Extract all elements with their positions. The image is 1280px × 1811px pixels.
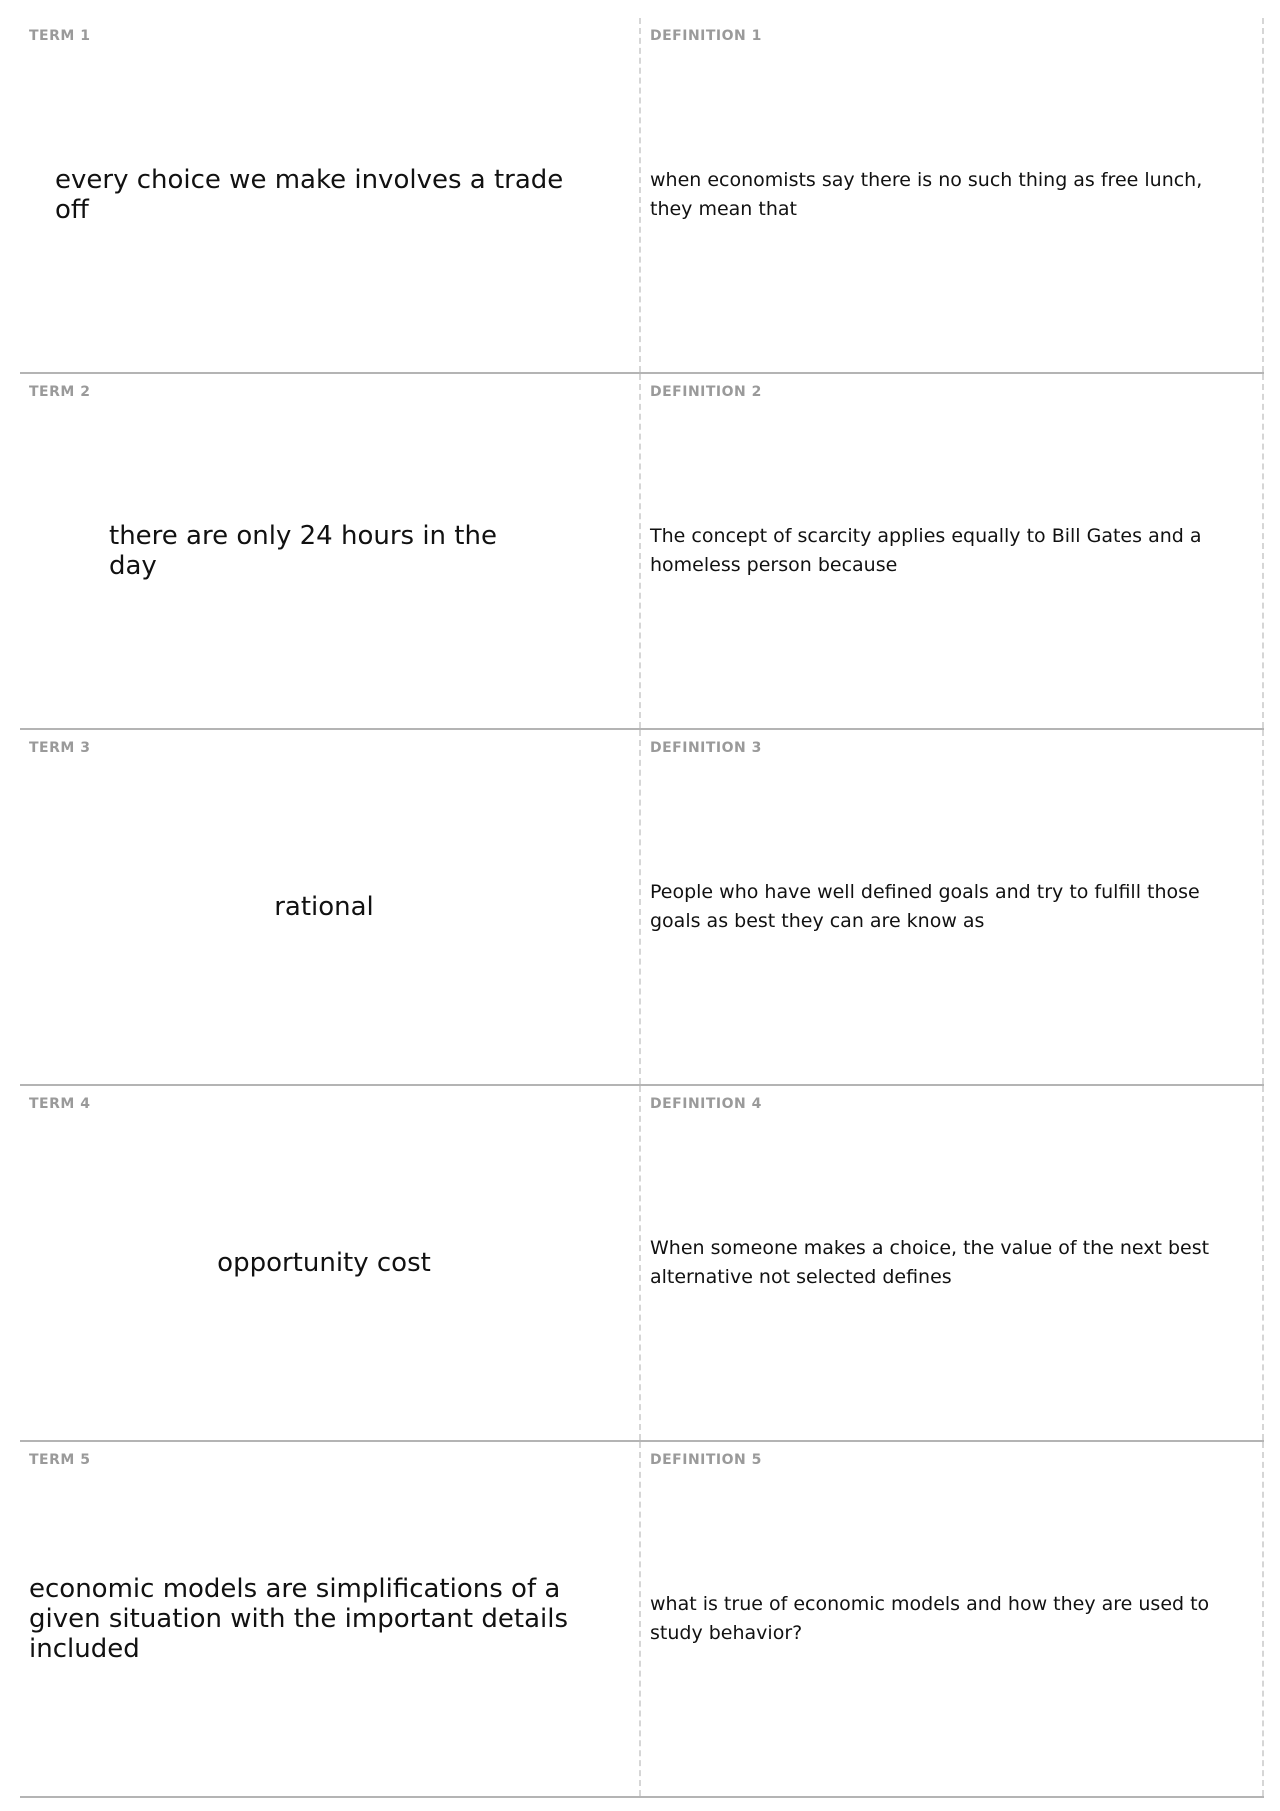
definition-cell xyxy=(641,18,1264,372)
definition-text: what is true of economic models and how they are used to study behavior? xyxy=(650,1593,1210,1644)
definition-text: when economists say there is no such thing as free lunch, they mean that xyxy=(650,169,1203,220)
definition-cell xyxy=(641,1086,1264,1440)
definition-label: DEFINITION 1 xyxy=(650,28,762,44)
term-cell xyxy=(20,18,641,372)
definition-label: DEFINITION 3 xyxy=(650,740,762,756)
term-text: rational xyxy=(274,892,374,922)
term-label: TERM 1 xyxy=(29,28,91,44)
term-text: economic models are simplifications of a given situation with the important details included xyxy=(29,1574,568,1664)
definition-text: When someone makes a choice, the value of the next best alternative not selected defines xyxy=(650,1237,1210,1288)
term-label: TERM 2 xyxy=(29,384,91,400)
term-cell xyxy=(20,1086,641,1440)
definition-label: DEFINITION 2 xyxy=(650,384,762,400)
term-text: there are only 24 hours in the day xyxy=(109,521,497,581)
term-text: opportunity cost xyxy=(217,1248,431,1278)
definition-text: The concept of scarcity applies equally to Bill Gates and a homeless person because xyxy=(650,525,1202,576)
flashcard-sheet xyxy=(20,18,1264,1798)
definition-text: People who have well defined goals and try to fulfill those goals as best they can are know as xyxy=(650,881,1200,932)
term-cell xyxy=(20,730,641,1084)
flashcard-row xyxy=(20,18,1264,374)
definition-label: DEFINITION 5 xyxy=(650,1452,762,1468)
flashcard-row xyxy=(20,374,1264,730)
flashcard-row xyxy=(20,1086,1264,1442)
term-label: TERM 3 xyxy=(29,740,91,756)
definition-cell xyxy=(641,730,1264,1084)
term-label: TERM 4 xyxy=(29,1096,91,1112)
definition-cell xyxy=(641,1442,1264,1796)
term-text: every choice we make involves a trade off xyxy=(55,165,564,225)
definition-label: DEFINITION 4 xyxy=(650,1096,762,1112)
flashcard-row xyxy=(20,1442,1264,1798)
term-label: TERM 5 xyxy=(29,1452,91,1468)
definition-cell xyxy=(641,374,1264,728)
flashcard-row xyxy=(20,730,1264,1086)
term-cell xyxy=(20,374,641,728)
term-cell xyxy=(20,1442,641,1796)
